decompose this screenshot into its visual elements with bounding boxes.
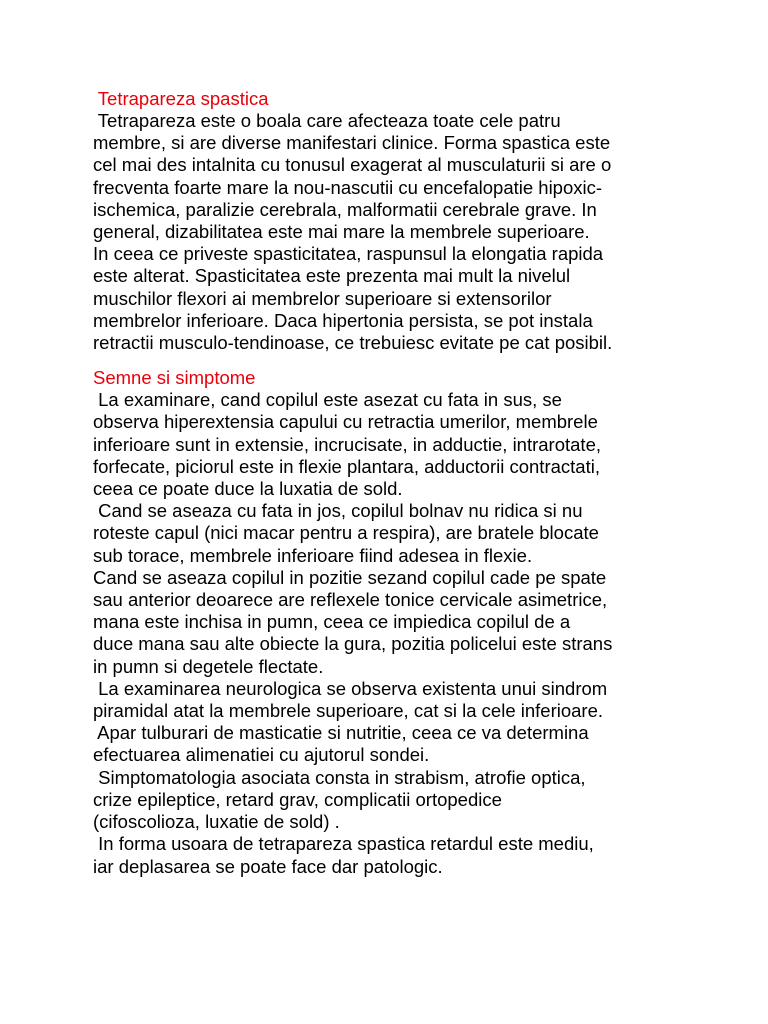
paragraph-line: sau anterior deoarece are reflexele tonice cervicale asimetrice, bbox=[93, 589, 608, 611]
section-tetrapareza-spastica bbox=[93, 88, 693, 354]
paragraph-line: roteste capul (nici macar pentru a respira), are bratele blocate bbox=[93, 522, 599, 544]
paragraph-line: membre, si are diverse manifestari clinice. Forma spastica este bbox=[93, 132, 611, 154]
section-semne-si-simptome bbox=[93, 367, 693, 877]
paragraph-line: iar deplasarea se poate face dar patologic. bbox=[93, 855, 443, 877]
paragraph-line: Tetrapareza este o boala care afecteaza toate cele patru bbox=[93, 110, 561, 131]
section-body bbox=[93, 110, 693, 354]
paragraph-line: ceea ce poate duce la luxatia de sold. bbox=[93, 478, 403, 500]
paragraph-line: in pumn si degetele flectate. bbox=[93, 655, 324, 677]
paragraph-line: Apar tulburari de masticatie si nutritie, ceea ce va determina bbox=[93, 722, 589, 744]
paragraph-line: crize epileptice, retard grav, complicatii ortopedice bbox=[93, 788, 502, 810]
paragraph-line: La examinare, cand copilul este asezat cu fata in sus, se bbox=[93, 389, 562, 411]
paragraph-line: La examinarea neurologica se observa existenta unui sindrom bbox=[93, 677, 608, 699]
paragraph-line: observa hiperextensia capului cu retractia umerilor, membrele bbox=[93, 411, 598, 433]
section-heading: Semne si simptome bbox=[93, 367, 256, 389]
paragraph-line: inferioare sunt in extensie, incrucisate, in adductie, intrarotate, bbox=[93, 433, 602, 455]
paragraph-line: cel mai des intalnita cu tonusul exagerat al musculaturii si are o bbox=[93, 154, 612, 176]
section-heading: Tetrapareza spastica bbox=[93, 88, 269, 109]
paragraph-line: (cifoscolioza, luxatie de sold) . bbox=[93, 811, 340, 833]
paragraph-line: duce mana sau alte obiecte la gura, pozitia policelui este strans bbox=[93, 633, 613, 655]
paragraph-line: efectuarea alimenatiei cu ajutorul sondei. bbox=[93, 744, 430, 766]
paragraph-line: In forma usoara de tetrapareza spastica retardul este mediu, bbox=[93, 833, 594, 855]
paragraph-line: mana este inchisa in pumn, ceea ce impiedica copilul de a bbox=[93, 611, 571, 633]
paragraph-line: frecventa foarte mare la nou-nascutii cu encefalopatie hipoxic- bbox=[93, 176, 603, 198]
paragraph-line: membrelor inferioare. Daca hipertonia persista, se pot instala bbox=[93, 309, 593, 331]
paragraph-line: forfecate, piciorul este in flexie plantara, adductorii contractati, bbox=[93, 455, 600, 477]
paragraph-line: ischemica, paralizie cerebrala, malformatii cerebrale grave. In bbox=[93, 198, 597, 220]
paragraph-line: Cand se aseaza copilul in pozitie sezand copilul cade pe spate bbox=[93, 566, 607, 588]
paragraph-line: este alterat. Spasticitatea este prezenta mai mult la nivelul bbox=[93, 265, 571, 287]
paragraph-line: general, dizabilitatea este mai mare la membrele superioare. bbox=[93, 221, 590, 243]
section-body bbox=[93, 389, 693, 877]
paragraph-line: sub torace, membrele inferioare fiind adesea in flexie. bbox=[93, 544, 533, 566]
paragraph-line: muschilor flexori ai membrelor superioare si extensorilor bbox=[93, 287, 552, 309]
paragraph-line: Cand se aseaza cu fata in jos, copilul bolnav nu ridica si nu bbox=[93, 500, 583, 522]
paragraph-line: retractii musculo-tendinoase, ce trebuiesc evitate pe cat posibil. bbox=[93, 332, 613, 354]
document-page bbox=[93, 88, 693, 878]
paragraph-line: piramidal atat la membrele superioare, cat si la cele inferioare. bbox=[93, 700, 604, 722]
paragraph-line: In ceea ce priveste spasticitatea, raspunsul la elongatia rapida bbox=[93, 243, 604, 265]
paragraph-line: Simptomatologia asociata consta in strabism, atrofie optica, bbox=[93, 766, 586, 788]
